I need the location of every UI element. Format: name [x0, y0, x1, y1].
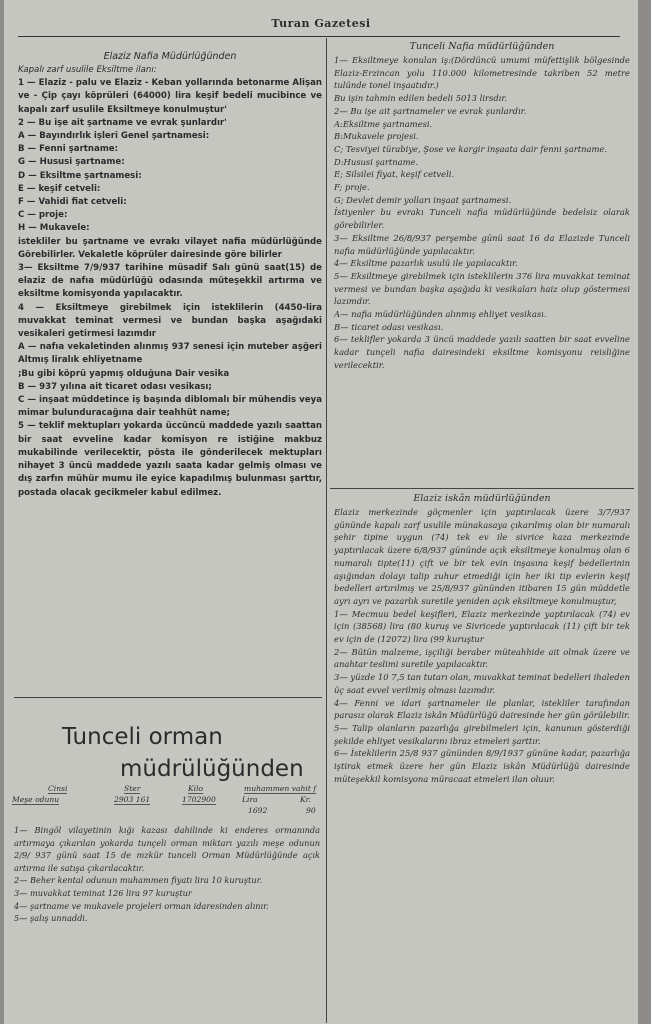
notice-paragraph: 3— muvakkat teminat 126 lira 97 kuruştur: [14, 887, 192, 898]
newspaper-title: Turan Gazetesi: [271, 17, 371, 30]
notice-paragraph: B— ticaret odası vesikası.: [334, 321, 444, 332]
notice-paragraph: 3— yüzde 10 7,5 tan tutarı olan, muvakkat teminat bedelleri ihaleden üç saat evvel verilmiş olması lazımdır.: [334, 672, 630, 695]
notice-paragraph: 1— Bingöl vilayetinin kığı kazası dahilinde ki enderes ormanında artırmaya çıkarılan yokarda tunçeli orman miktarı yazılı meşe odunun 2/9/ 937 günü saat 15 de mzkür tunceli Orman Müdürlüğünde açık artırma ile satışa çıkarılacaktır.: [14, 825, 320, 873]
section-rule: [330, 488, 634, 489]
orman-title-line1: Tunceli orman: [62, 724, 223, 750]
notice-paragraph: C; Tesviyei türabiye, Şose ve kargir inşaata dair fenni şartname.: [334, 143, 608, 154]
notice-paragraph: C — proje:: [18, 210, 68, 221]
section-title: Elaziz Nafia Müdürlüğünden: [103, 51, 237, 62]
section-title: Tunceli Nafia müdürlüğünden: [409, 41, 555, 52]
table-cell: Lira: [242, 795, 258, 804]
notice-paragraph: B — Fenni şartname:: [18, 144, 119, 155]
notice-paragraph: 5— Eksiltmeye girebilmek için isteklilerin 376 lira muvakkat teminat vermesi ve bundan başka aşağıda ki vesikaları haiz olup göstermesi lazımdır.: [334, 270, 630, 307]
notice-paragraph: 6— İsteklilerin 25/8 937 gününden 8/9/1937 gününe kadar, pazarlığa iştirak etmek üzere her gün Elaziz iskân Müdürlüğü dairesinde müteşekkil komisyona müracaat etmeleri ilan oluur.: [334, 748, 630, 784]
notice-paragraph: C — inşaat müddetince iş başında diblomalı bir mühendis veya mimar bulunduracağına dair teahhüt name;: [18, 395, 322, 419]
notice-paragraph: 6— teklifler yokarda 3 üncü maddede yazılı saatten bir saat evveline kadar tunçeli nafia dairesindeki eksiltme komisyonu reisliğine verilecektir.: [334, 334, 630, 370]
notice-paragraph: E — keşif cetveli:: [18, 183, 101, 194]
section-title: Elaziz iskân müdürlüğünden: [413, 493, 551, 504]
notice-paragraph: 4— Fenni ve idari şartnameler ile planlar, istekliler tarafından parasız olarak Elaziz iskân Müdürlüğü dairesinde her gün görülebilir.: [334, 697, 630, 721]
section-rule: [14, 697, 322, 698]
newspaper-page: [4, 0, 638, 1024]
notice-paragraph: 1 — Elaziz - palu ve Elaziz - Keban yollarında betonarme Alişan ve - Çip çayı köprüleri (64000) lira keşif bedeli mucibince ve kapalı zarf usulile Eksiltmeye konulmuştur': [18, 78, 322, 115]
notice-paragraph: istekliler bu şartname ve evrakı vilayet nafia müdürlüğünde Görebilirler. Vekaletle köprüler dairesinde göre bilirler: [18, 236, 322, 260]
table-cell: 1702900: [182, 795, 216, 804]
notice-paragraph: 1— Eksiltmeye konulan iş:(Dördüncü umumi müfettişlik bölgesinde Elaziz-Erzincan yolu 110.000 kilometresinde takriben 52 metre tulünde tonel inşaatıdır.): [334, 55, 630, 91]
orman-notice: [14, 824, 320, 1020]
notice-paragraph: 5— Talip olanların pazarlığa girebilmeleri için, kanunun gösterdiği şekilde ehliyet vesikalarını ibraz etmeleri şarttır.: [334, 722, 630, 746]
elaziz-nafia-notice: [18, 50, 322, 672]
notice-paragraph: İstiyenler bu evrakı Tunceli nafia müdürlüğünde bedelsiz olarak görebilirler.: [334, 207, 630, 231]
notice-paragraph: 2— Bütün malzeme, işçiliği beraber müteahhide ait olmak üzere ve anahtar teslimi suretile yapılacaktır.: [334, 646, 630, 670]
notice-paragraph: 1— Mecmuu bedel keşifleri, Elaziz merkezinde yaptırılacak (74) ev için (38568) lira (80 kuruş ve Sivricede yaptırılacak (11) çift bir tek ev için de (12072) lira (99 kuruştur: [334, 608, 630, 645]
notice-paragraph: B — 937 yılına ait ticaret odası vesikası;: [18, 381, 212, 392]
notice-paragraph: A — Bayındırlık işleri Genel şartnamesi:: [18, 131, 210, 142]
notice-paragraph: 5 — teklif mektupları yokarda üccüncü maddede yazılı saattan bir saat evveline kadar komisyon re istiğine makbuz mukabilinde verilecektir, pösta ile gönderilecek mektupları nihayet 3 üncü maddede yazılı saata kadar gelmiş olması ve dış zarfın mühür mumu ile eyice kapadılmış bulunması şarttır, postada olacak gecikmeler kabul edilmez.: [18, 421, 322, 498]
tunceli-nafia-notice: [334, 40, 630, 484]
orman-title-line2: müdrülüğünden: [120, 756, 304, 782]
notice-paragraph: A — nafıa vekaletinden alınmış 937 senesi için muteber aşğeri Altmış liralık ehliyetname: [18, 342, 322, 366]
table-header: muhammen vahit f: [244, 784, 317, 793]
notice-paragraph: A— nafia müdürlüğünden alınmış ehliyet vesikası.: [334, 309, 547, 320]
notice-paragraph: F; proje.: [334, 182, 370, 193]
notice-paragraph: ;Bu gibi köprü yapmış olduğuna Dair vesika: [18, 368, 230, 379]
table-cell: Kr.: [300, 795, 311, 804]
table-cell: 90: [306, 806, 316, 815]
table-cell: 2903 161: [114, 795, 151, 804]
notice-paragraph: B:Mukavele projesi.: [334, 131, 419, 142]
notice-paragraph: D:Hususi şartname.: [334, 156, 419, 167]
notice-paragraph: 2 — Bu işe ait şartname ve evrak şunlardır': [18, 117, 227, 128]
notice-paragraph: H — Mukavele:: [18, 223, 90, 234]
notice-paragraph: G — Hususi şartname:: [18, 157, 125, 168]
table-cell: Meşe odunu: [12, 795, 60, 804]
table-header: Cinsi: [48, 784, 68, 793]
notice-paragraph: D — Eksiltme şartnamesi:: [18, 170, 142, 181]
notice-paragraph: 2— Beher kental odunun muhammen fiyatı lira 10 kuruştur.: [14, 875, 263, 886]
orman-table: [10, 784, 326, 824]
notice-paragraph: 3— Eksiltme 26/8/937 perşembe günü saat 16 da Elazizde Tunceli nafia müdürlüğünde yapılacaktır.: [334, 232, 630, 256]
notice-paragraph: F — Vahidi fiat cetveli:: [18, 197, 127, 208]
elaziz-iskan-notice: [334, 492, 630, 1020]
notice-paragraph: 4— Eksiltme pazarlık usulü ile yapılacaktır.: [334, 258, 518, 269]
notice-paragraph: Bu işin tahmin edilen bedeli 5013 lirsdır.: [334, 93, 508, 104]
notice-paragraph: 5— şalış unnaddi.: [14, 913, 88, 924]
column-divider: [326, 38, 327, 1023]
notice-paragraph: 3— Eksiltme 7/9/937 tarihine müsadif Salı günü saat(15) de elaziz de nafıa müdürlüğü odasında müteşekkil artırma ve eksiltme komisyonda yapılacaktır.: [18, 263, 322, 300]
table-cell: 1692: [248, 806, 268, 815]
notice-paragraph: 4 — Eksiltmeye girebilmek için isteklilerin (4450-lira muvakkat teminat vermesi ve bundan başka aşağıdaki vesikaleri getirmesi lazımdır: [18, 302, 322, 340]
notice-paragraph: E; Silsilei fiyat, keşif cetveli.: [334, 169, 455, 180]
table-header: Kilo: [188, 784, 204, 793]
notice-paragraph: G; Devlet demir yolları inşaat şartnamesi.: [334, 194, 512, 205]
header-rule: [18, 36, 620, 37]
table-header: Ster: [124, 784, 141, 793]
notice-paragraph: 4— şartname ve mukavele projeleri orman idaresinden alınır.: [14, 900, 269, 911]
notice-paragraph: Kapalı zarf usulile Eksiltme ilanı:: [18, 65, 157, 75]
notice-paragraph: A:Eksiltme şartnamesi.: [334, 118, 433, 129]
notice-paragraph: 2— Bu işe ait şartnameler ve evrak şunlardır.: [334, 105, 527, 116]
notice-paragraph: Elaziz merkezinde göçmenler için yaptırılacak üzere 3/7/937 gününde kapalı zarf usulile münakasaya çıkarılmış olan bir numaralı şehir tipine uygun (74) tek ev ile sivrice kaza merkezinde yaptırılacak üzere 6/8/937 gününde açık eksiltmeye konulmuş olan 6 numaralı tipte(11) çift ve bir tek evin inşasına keşif bedellerinin aşığından dolayı talip zuhur etmediği için her iki tip evlerin keşif bedelleri artırılmış ve 25/8/937 gününden itibaren 15 gün müddetle ayrı ayrı ve pazarlık suretile yeniden açık eksiltmeye konulmuştur,: [334, 507, 630, 606]
